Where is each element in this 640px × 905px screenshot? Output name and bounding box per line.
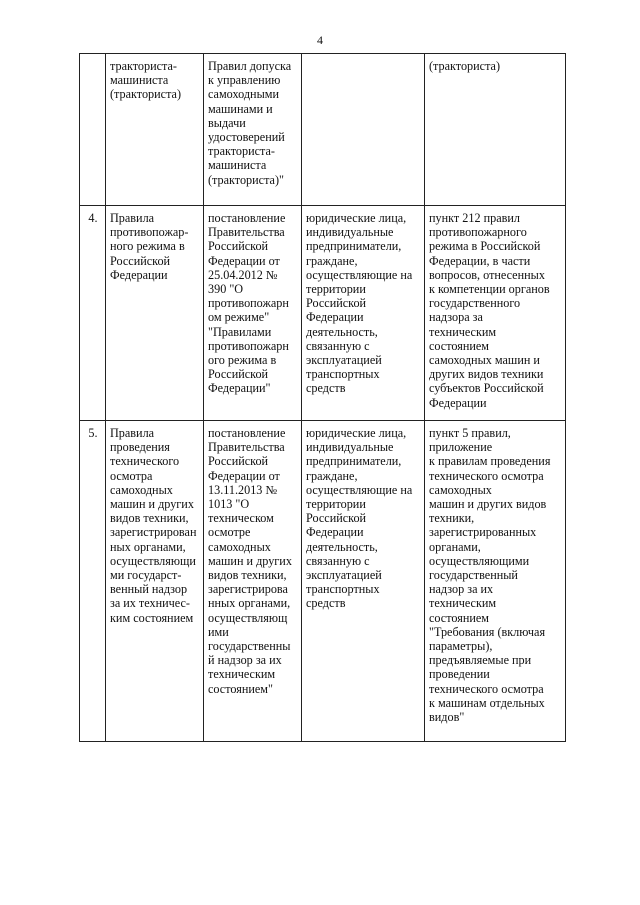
table-row	[80, 421, 566, 742]
regulation-name-cell: Правила противопожар- ного режима в Российской Федерации	[106, 206, 204, 421]
regulations-table	[79, 53, 566, 742]
subjects-cell: юридические лица, индивидуальные предприниматели, граждане, осуществляющие на территории Российской Федерации деятельность, связанную с эксплуатацией транспортных средств	[302, 206, 425, 421]
subjects-cell	[302, 54, 425, 206]
legal-act-cell: постановление Правительства Российской Федерации от 13.11.2013 № 1013 "О техническом осмотре самоходных машин и других видов техники, зарегистрирова нных органами, осуществляющ ими государственны й надзор за их техническим состоянием"	[204, 421, 302, 742]
provision-cell: пункт 212 правил противопожарного режима в Российской Федерации, в части вопросов, отнесенных к компетенции органов государственного надзора за техническим состоянием самоходных машин и других видов техники субъектов Российской Федерации	[425, 206, 566, 421]
table-row	[80, 54, 566, 206]
subjects-cell: юридические лица, индивидуальные предприниматели, граждане, осуществляющие на территории Российской Федерации деятельность, связанную с эксплуатацией транспортных средств	[302, 421, 425, 742]
regulation-name-cell: тракториста- машиниста (тракториста)	[106, 54, 204, 206]
provision-cell: пункт 5 правил, приложение к правилам проведения технического осмотра самоходных машин и других видов техники, зарегистрированных органами, осуществляющими государственный надзор за их техническим состоянием "Требования (включая параметры), предъявляемые при проведении технического осмотра к машинам отдельных видов"	[425, 421, 566, 742]
provision-cell: (тракториста)	[425, 54, 566, 206]
regulation-name-cell: Правила проведения технического осмотра самоходных машин и других видов техники, зарегистрирован ных органами, осуществляющи ми государст- венный надзор за их техничес- ким состоянием	[106, 421, 204, 742]
row-number-cell	[80, 54, 106, 206]
legal-act-cell: постановление Правительства Российской Федерации от 25.04.2012 № 390 "О противопожарн ом режиме" "Правилами противопожарн ого режима в Российской Федерации"	[204, 206, 302, 421]
table-row	[80, 206, 566, 421]
row-number-cell: 5.	[80, 421, 106, 742]
page-number: 4	[317, 33, 323, 47]
legal-act-cell: Правил допуска к управлению самоходными машинами и выдачи удостоверений тракториста- машиниста (тракториста)"	[204, 54, 302, 206]
row-number-cell: 4.	[80, 206, 106, 421]
